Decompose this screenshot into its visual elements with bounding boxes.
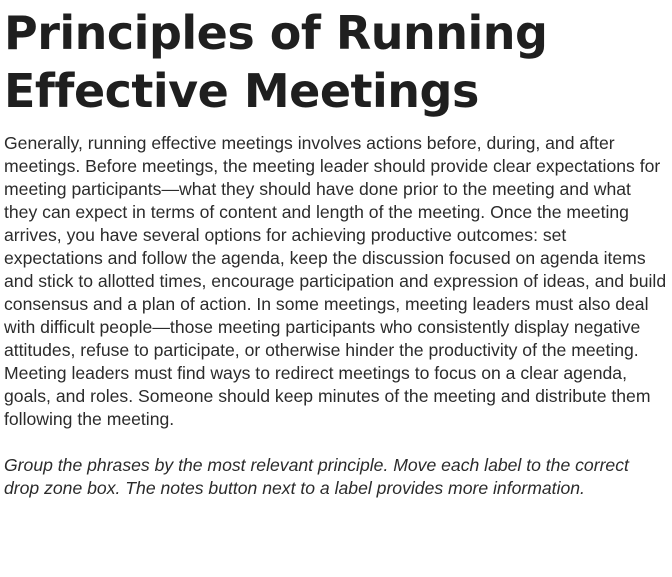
page-title: Principles of Running Effective Meetings [4, 6, 548, 118]
intro-paragraph: Generally, running effective meetings involves actions before, during, and after meetings. Before meetings, the meeting leader should provide clear expectations for meeting participants—what they should have done prior to the meeting and what they can expect in terms of content and length of the meeting. Once the meeting arrives, you have several options for achieving productive outcomes: set expectations and follow the agenda, keep the discussion focused on agenda items and stick to allotted times, encourage participation and expression of ideas, and build consensus and a plan of action. In some meetings, meeting leaders must also deal with difficult people—those meeting participants who consistently display negative attitudes, refuse to participate, or otherwise hinder the productivity of the meeting. Meeting leaders must find ways to redirect meetings to focus on a clear agenda, goals, and roles. Someone should keep minutes of the meeting and distribute them following the meeting. [4, 133, 667, 429]
activity-instructions: Group the phrases by the most relevant principle. Move each label to the correct drop zone box. The notes button next to a label provides more information. [4, 455, 629, 498]
page-content [4, 0, 668, 500]
